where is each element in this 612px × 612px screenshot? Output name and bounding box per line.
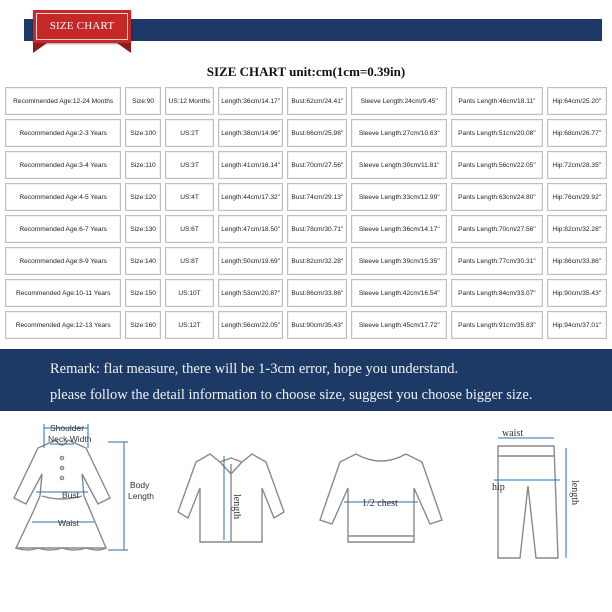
table-cell: Length:47cm/18.50''	[218, 215, 283, 243]
length-label: Length	[128, 491, 154, 501]
pants-waist-label: waist	[502, 428, 524, 439]
pants-length-label: length	[569, 480, 580, 505]
table-cell: US:2T	[165, 119, 214, 147]
shoulder-label: Shoulder	[50, 423, 85, 433]
chart-title: SIZE CHART unit:cm(1cm=0.39in)	[206, 64, 406, 79]
table-row	[3, 181, 609, 213]
table-cell: Bust:70cm/27.56''	[287, 151, 347, 179]
ribbon-tail-right	[117, 43, 131, 53]
table-row	[3, 117, 609, 149]
table-cell: Hip:86cm/33.86''	[547, 247, 607, 275]
table-row	[3, 277, 609, 309]
table-cell: Recommended Age:10-11 Years	[5, 279, 121, 307]
table-cell: Hip:64cm/25.20''	[547, 87, 607, 115]
waist-label: Waist	[58, 518, 79, 528]
table-cell: Hip:72cm/28.35''	[547, 151, 607, 179]
table-cell: Length:38cm/14.96''	[218, 119, 283, 147]
table-cell: US:10T	[165, 279, 214, 307]
table-row	[3, 85, 609, 117]
table-cell: Sleeve Length:24cm/9.45''	[351, 87, 447, 115]
table-cell: Hip:68cm/26.77''	[547, 119, 607, 147]
table-cell: Sleeve Length:33cm/12.99''	[351, 183, 447, 211]
pants-diagram	[478, 424, 588, 564]
measurement-diagrams	[0, 418, 612, 593]
table-cell: Sleeve Length:30cm/11.81''	[351, 151, 447, 179]
table-cell: Recommended Age:2-3 Years	[5, 119, 121, 147]
table-cell: Length:50cm/19.69''	[218, 247, 283, 275]
table-cell: Pants Length:77cm/30.31''	[451, 247, 543, 275]
table-cell: Size:120	[125, 183, 161, 211]
table-cell: Bust:74cm/29.13''	[287, 183, 347, 211]
table-cell: Hip:90cm/35.43''	[547, 279, 607, 307]
table-cell: Length:53cm/20.87''	[218, 279, 283, 307]
remark-band	[0, 349, 612, 411]
table-cell: Pants Length:91cm/35.83''	[451, 311, 543, 339]
remark-line-1: Remark: flat measure, there will be 1-3cm error, hope you understand.	[50, 361, 459, 377]
table-cell: Hip:82cm/32.28''	[547, 215, 607, 243]
ribbon-label: SIZE CHART	[49, 20, 115, 32]
bust-label: Bust	[62, 490, 80, 500]
table-cell: Sleeve Length:45cm/17.72''	[351, 311, 447, 339]
table-cell: Size:150	[125, 279, 161, 307]
table-cell: Hip:94cm/37.01''	[547, 311, 607, 339]
table-cell: Sleeve Length:42cm/16.54''	[351, 279, 447, 307]
dress-diagram	[8, 418, 166, 588]
table-cell: Size:130	[125, 215, 161, 243]
table-cell: Bust:82cm/32.28''	[287, 247, 347, 275]
table-cell: Sleeve Length:36cm/14.17''	[351, 215, 447, 243]
table-row	[3, 213, 609, 245]
table-cell: US:8T	[165, 247, 214, 275]
table-cell: Recommended Age:6-7 Years	[5, 215, 121, 243]
table-cell: Pants Length:56cm/22.05''	[451, 151, 543, 179]
table-cell: Length:41cm/16.14''	[218, 151, 283, 179]
table-cell: Sleeve Length:39cm/15.35''	[351, 247, 447, 275]
table-cell: Hip:76cm/29.92''	[547, 183, 607, 211]
table-cell: US:12T	[165, 311, 214, 339]
remark-line-2: please follow the detail information to choose size, suggest you choose bigger size.	[50, 387, 533, 403]
table-cell: Pants Length:51cm/20.08''	[451, 119, 543, 147]
table-cell: Pants Length:84cm/33.07''	[451, 279, 543, 307]
table-row	[3, 245, 609, 277]
chest-label: 1/2 chest	[362, 498, 398, 509]
table-cell: Size:100	[125, 119, 161, 147]
table-cell: Recommended Age:3-4 Years	[5, 151, 121, 179]
table-cell: US:12 Months	[165, 87, 214, 115]
ribbon-tail-left	[33, 43, 47, 53]
table-cell: Bust:78cm/30.71''	[287, 215, 347, 243]
table-cell: Size:110	[125, 151, 161, 179]
table-cell: Sleeve Length:27cm/10.63''	[351, 119, 447, 147]
table-cell: Recommended Age:12-24 Months	[5, 87, 121, 115]
table-cell: Recommended Age:12-13 Years	[5, 311, 121, 339]
table-cell: Recommended Age:4-5 Years	[5, 183, 121, 211]
table-cell: Length:36cm/14.17''	[218, 87, 283, 115]
pants-hip-label: hip	[492, 482, 505, 493]
neck-width-label: Neck Width	[48, 434, 92, 444]
table-cell: Bust:62cm/24.41''	[287, 87, 347, 115]
table-cell: US:6T	[165, 215, 214, 243]
table-cell: Pants Length:63cm/24.80''	[451, 183, 543, 211]
table-row	[3, 309, 609, 341]
table-row	[3, 149, 609, 181]
table-cell: Bust:66cm/25.98''	[287, 119, 347, 147]
table-cell: Bust:90cm/35.43''	[287, 311, 347, 339]
table-cell: Size:140	[125, 247, 161, 275]
size-chart-ribbon	[33, 10, 131, 43]
table-cell: Length:44cm/17.32''	[218, 183, 283, 211]
shirt-diagram	[176, 444, 286, 554]
table-cell: Pants Length:46cm/18.11''	[451, 87, 543, 115]
shirt-length-label: length	[231, 494, 242, 519]
table-cell: Size:160	[125, 311, 161, 339]
table-cell: Recommended Age:8-9 Years	[5, 247, 121, 275]
table-cell: Size:90	[125, 87, 161, 115]
table-cell: Bust:86cm/33.86''	[287, 279, 347, 307]
table-cell: Length:56cm/22.05''	[218, 311, 283, 339]
table-cell: Pants Length:70cm/27.56''	[451, 215, 543, 243]
body-label: Body	[130, 480, 150, 490]
table-cell: US:4T	[165, 183, 214, 211]
table-cell: US:3T	[165, 151, 214, 179]
size-table	[3, 85, 609, 341]
sweater-diagram	[318, 444, 444, 554]
